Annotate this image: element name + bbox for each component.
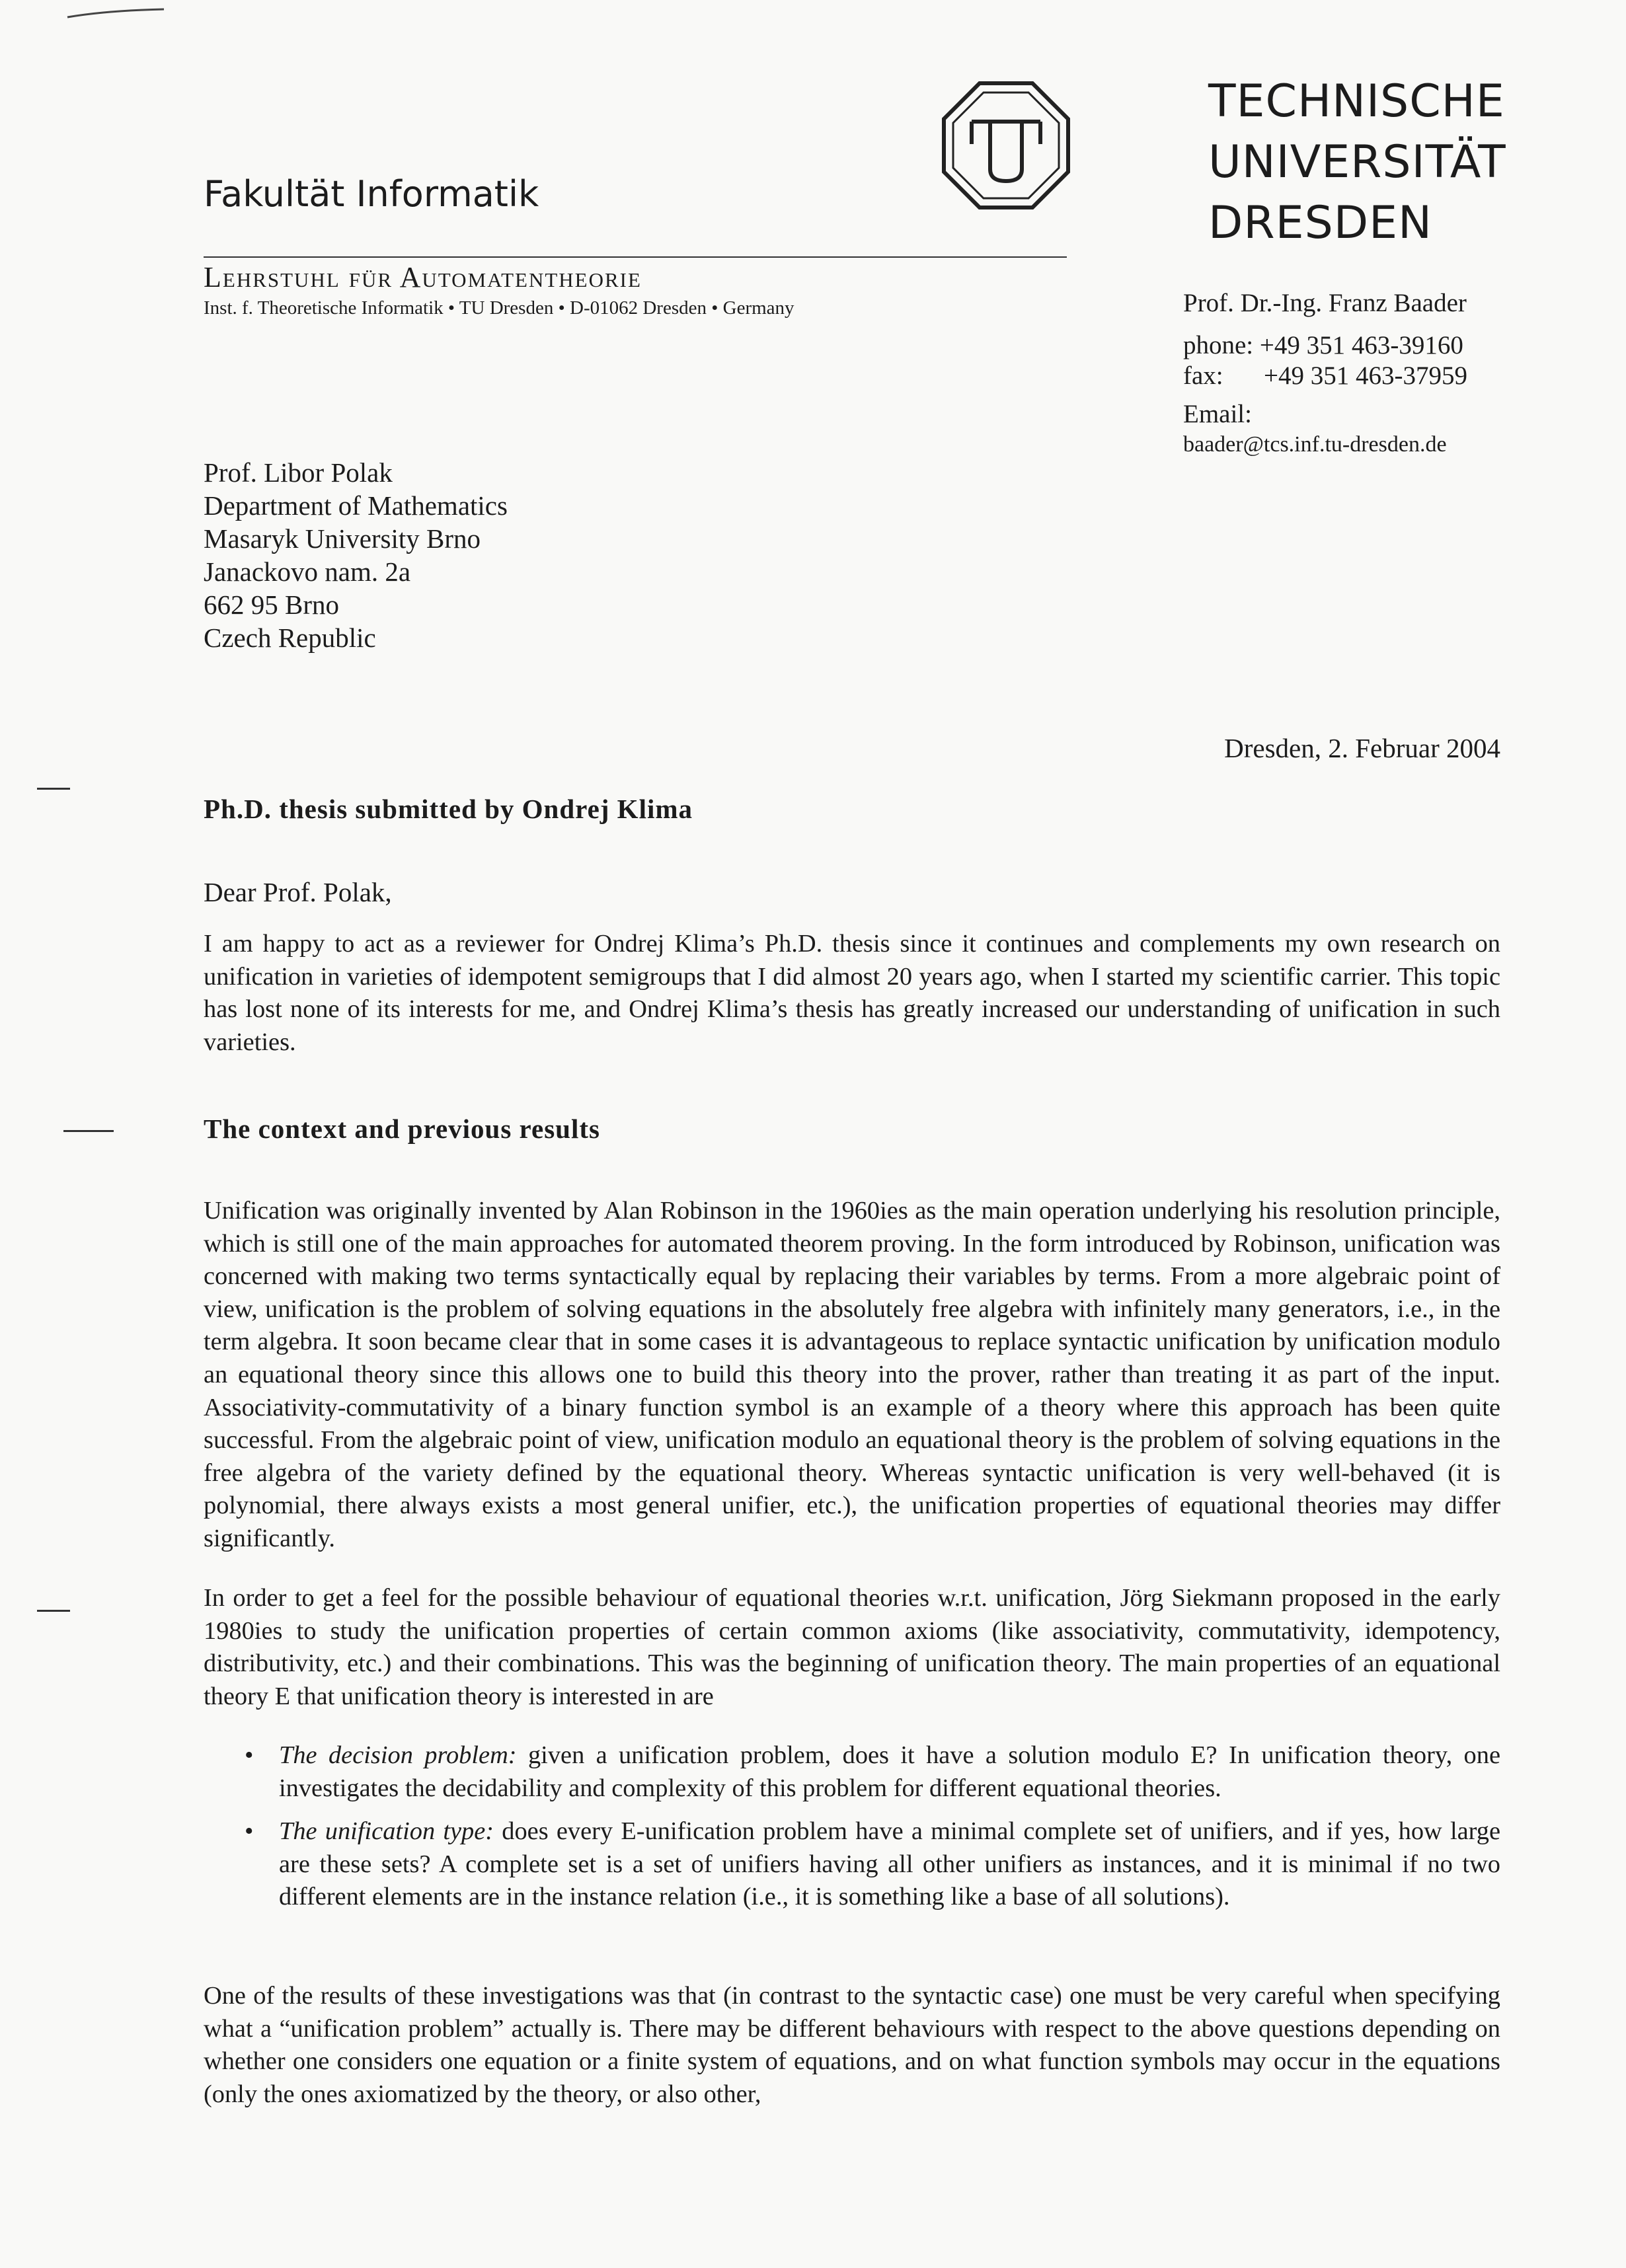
email-label: Email: [1183,400,1252,428]
recipient-address [204,456,508,654]
phone-label: phone: [1183,331,1254,359]
recipient-line: Masaryk University Brno [204,523,481,554]
bullet-dot: • [245,1817,254,1846]
margin-mark [37,1610,70,1612]
address-part: Inst. f. Theoretische Informatik [204,297,444,319]
sender-block [1183,288,1467,460]
address-part: D-01062 Dresden [570,297,707,319]
margin-mark [63,1130,114,1132]
university-line-3: DRESDEN [1208,197,1432,249]
separator-dot: • [558,297,565,319]
bullet-item [245,1815,1500,1914]
bullet-text: does every E-unification problem have a minimal complete set of unifiers, and if yes, how large are these sets? A complete set is a set of unifiers having all other unifiers as instances, and it is minimal if no two different elements are in the instance relation (i.e., it is something like a base of all solutions). [279,1817,1500,1911]
fax-label: fax: [1183,361,1223,390]
margin-mark [37,788,70,790]
phone-number: +49 351 463-39160 [1259,331,1463,359]
body-paragraph-3: In order to get a feel for the possible behaviour of equational theories w.r.t. unification, Jörg Siekmann proposed in the early 1980ies to study the unification properties of certain common axioms (like associativity, commutativity, idempotency, distributivity, etc.) and their combinations. This was the beginning of unification theory. The main properties of an equational theory E that unification theory is interested in are [204,1584,1500,1710]
sender-name: Prof. Dr.-Ing. Franz Baader [1183,289,1467,317]
institute-address [204,297,794,319]
separator-dot: • [711,297,718,319]
letter-subject: Ph.D. thesis submitted by Ondrej Klima [204,794,693,824]
fax-number: +49 351 463-37959 [1264,361,1467,390]
body-paragraph-4: One of the results of these investigations was that (in contrast to the syntactic case) one must be very careful when specifying what a “unification problem” actually is. There may be different behaviours with respect to the above questions depending on whether one considers one equation or a finite system of equations, and on what function symbols may occur in the equations (only the ones axiomatized by the theory, or also other, [204,1982,1500,2108]
letter-date: Dresden, 2. Februar 2004 [1224,733,1500,763]
bullet-text: given a unification problem, does it have a solution modulo E? In unification theory, one investigates the decidability and complexity of this problem for different equational theories. [279,1741,1500,1802]
bullet-term: The unification type: [279,1817,494,1846]
email-address: baader@tcs.inf.tu-dresden.de [1183,432,1447,457]
fax-row [1183,361,1467,391]
body-paragraph-2: Unification was originally invented by Alan Robinson in the 1960ies as the main operation underlying his resolution principle, which is still one of the main approaches for automated theorem proving. In the form introduced by Robinson, unification was concerned with making two terms syntactically equal by replacing their variables by terms. From a more algebraic point of view, unification is the problem of solving equations in the absolutely free algebra with infinitely many generators, i.e., in the term algebra. It soon became clear that in some cases it is advantageous to replace syntactic unification by unification modulo an equational theory since this allows one to build this theory into the prover, rather than treating it as part of the input. Associativity-commutativity of a binary function symbol is an example of a theory where this approach has been quite successful. From the algebraic point of view, unification modulo an equational theory is the problem of solving equations in the free algebra of the variety defined by the equational theory. Whereas syntactic unification is very well-behaved (it is polynomial, there always exists a most general unifier, etc.), the unification properties of equational theories may differ significantly. [204,1197,1500,1552]
header-divider [204,256,1067,258]
recipient-line: Janackovo nam. 2a [204,556,411,587]
bullet-list [245,1739,1500,1924]
body-paragraph-1: I am happy to act as a reviewer for Ondrej Klima’s Ph.D. thesis since it continues and complements my own research on unification in varieties of idempotent semigroups that I did almost 20 years ago, when I started my scientific carrier. This topic has lost none of its interests for me, and Ondrej Klima’s thesis has greatly increased our understanding of unification in such varieties. [204,930,1500,1056]
address-part: TU Dresden [459,297,554,319]
bullet-term: The decision problem: [279,1741,517,1769]
faculty-name: Fakultät Informatik [204,173,539,215]
bullet-dot: • [245,1741,254,1769]
recipient-line: Czech Republic [204,623,376,653]
recipient-line: Department of Mathematics [204,490,508,521]
phone-row [1183,330,1467,361]
university-line-2: UNIVERSITÄT [1208,136,1506,188]
university-name [1208,71,1506,254]
section-heading: The context and previous results [204,1114,600,1144]
letter-greeting: Dear Prof. Polak, [204,877,392,907]
bullet-item [245,1739,1500,1805]
chair-name: Lehrstuhl für Automatentheorie [204,261,642,293]
pen-scratch-mark [66,7,165,20]
address-part: Germany [722,297,794,319]
recipient-line: 662 95 Brno [204,589,339,620]
separator-dot: • [447,297,455,319]
university-line-1: TECHNISCHE [1208,75,1505,128]
recipient-line: Prof. Libor Polak [204,457,393,488]
tu-dresden-logo-icon [941,81,1071,210]
